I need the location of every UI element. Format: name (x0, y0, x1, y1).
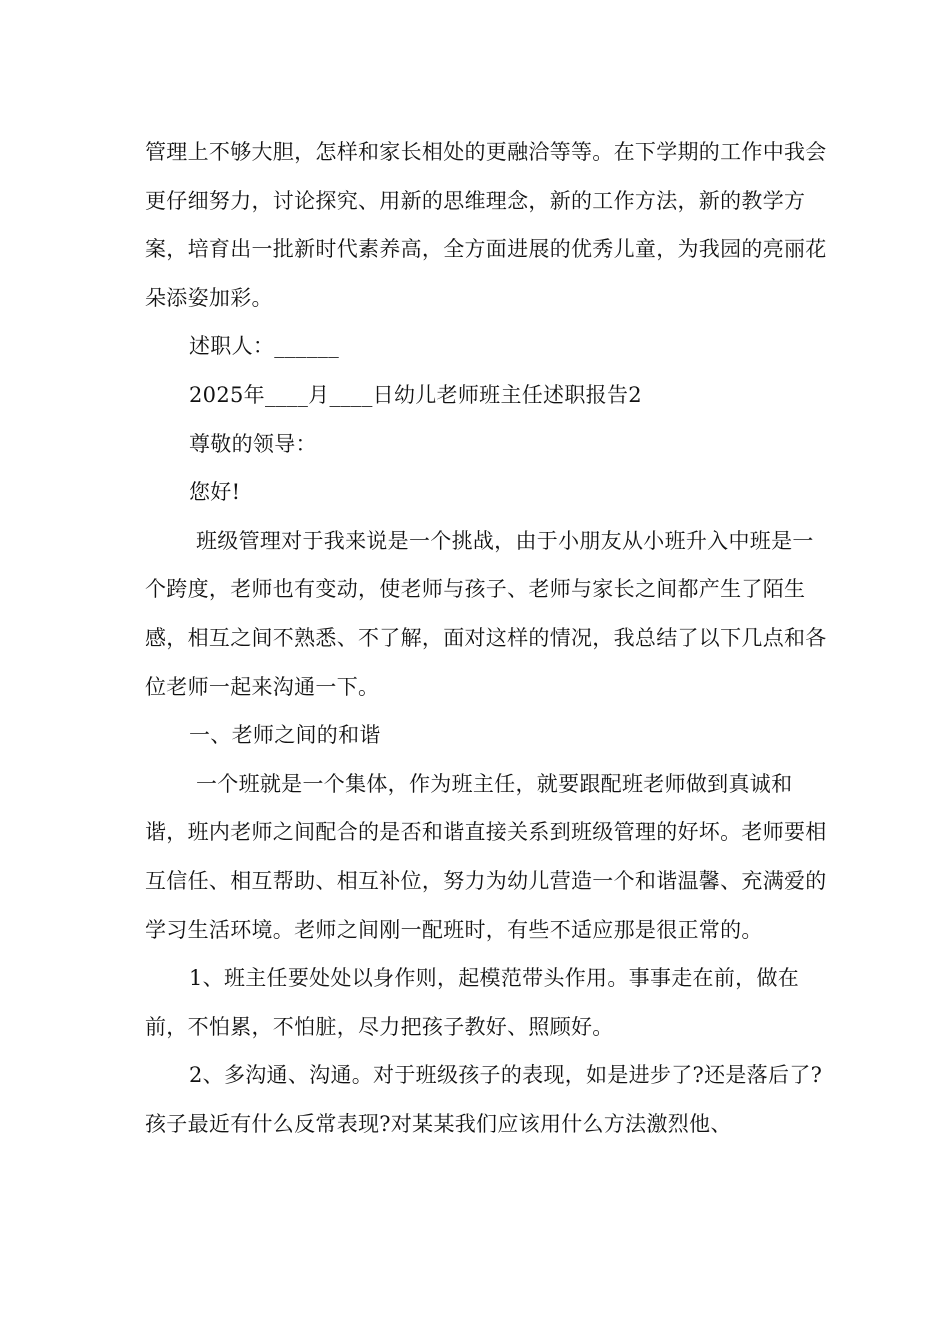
document-body (145, 128, 830, 1148)
paragraph-greeting: 您好! (189, 480, 241, 505)
section-heading-teacher-harmony: 一、老师之间的和谐 (189, 723, 381, 748)
list-item-2: 2、多沟通、沟通。对于班级孩子的表现，如是进步了?还是落后了?孩子最近有什么反常表现?对某某我们应该用什么方法激烈他、 (145, 1063, 823, 1136)
paragraph-date-and-title: 2025年____月____日幼儿老师班主任述职报告2 (189, 382, 642, 407)
paragraph-reporter-signature: 述职人：______ (189, 334, 339, 359)
paragraph-closing-summary: 管理上不够大胆，怎样和家长相处的更融洽等等。在下学期的工作中我会更仔细努力，讨论探究、用新的思维理念，新的工作方法，新的教学方案，培育出一批新时代素养高，全方面进展的优秀儿童，为我园的亮丽花朵添姿加彩。 (145, 140, 827, 310)
paragraph-salutation: 尊敬的领导： (189, 431, 317, 456)
paragraph-teacher-harmony: 一个班就是一个集体，作为班主任，就要跟配班老师做到真诚和谐，班内老师之间配合的是否和谐直接关系到班级管理的好坏。老师要相互信任、相互帮助、相互补位，努力为幼儿营造一个和谐温馨、充满爱的学习生活环境。老师之间刚一配班时，有些不适应那是很正常的。 (145, 771, 827, 942)
list-item-1: 1、班主任要处处以身作则，起模范带头作用。事事走在前，做在前，不怕累，不怕脏，尽力把孩子教好、照顾好。 (145, 966, 800, 1039)
paragraph-intro: 班级管理对于我来说是一个挑战，由于小朋友从小班升入中班是一个跨度，老师也有变动，使老师与孩子、老师与家长之间都产生了陌生感，相互之间不熟悉、不了解，面对这样的情况，我总结了以下几点和各位老师一起来沟通一下。 (145, 528, 827, 699)
